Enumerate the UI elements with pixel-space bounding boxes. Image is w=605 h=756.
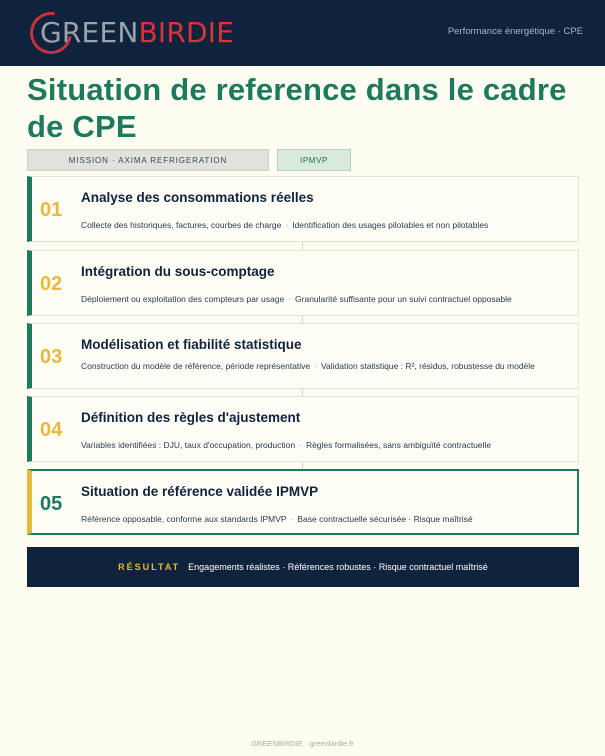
logo-green-text: GREEN bbox=[40, 16, 139, 49]
header-bar bbox=[0, 0, 605, 66]
step-card-03 bbox=[27, 323, 579, 389]
step-number: 03 bbox=[40, 346, 63, 368]
result-banner bbox=[27, 547, 579, 587]
step-card-01 bbox=[27, 176, 579, 242]
mission-badge: MISSION · AXIMA REFRIGERATION bbox=[27, 149, 269, 171]
separator-dot: · bbox=[314, 361, 318, 371]
step-title: Analyse des consommations réelles bbox=[81, 190, 314, 205]
step-detail-item: Déploiement ou exploitation des compteurs par usage bbox=[81, 294, 285, 304]
step-number: 01 bbox=[40, 199, 63, 221]
step-number: 04 bbox=[40, 419, 63, 441]
step-details bbox=[81, 440, 575, 451]
step-detail-item: Granularité suffisante pour un suivi contractuel opposable bbox=[295, 294, 512, 304]
step-detail-item: Construction du modèle de référence, période représentative bbox=[81, 361, 311, 371]
step-title: Intégration du sous-comptage bbox=[81, 264, 275, 279]
step-detail-item: Collecte des historiques, factures, courbes de charge bbox=[81, 220, 282, 230]
step-card-02 bbox=[27, 250, 579, 316]
ipmvp-badge: IPMVP bbox=[277, 149, 351, 171]
step-details bbox=[81, 514, 575, 525]
separator-dot: · bbox=[290, 514, 294, 524]
page-title: Situation de reference dans le cadre de CPE bbox=[27, 72, 567, 144]
step-number: 02 bbox=[40, 273, 63, 295]
step-detail-item: Référence opposable, conforme aux standards IPMVP bbox=[81, 514, 287, 524]
step-connector bbox=[302, 242, 303, 250]
step-detail-item: Validation statistique : R², résidus, robustesse du modèle bbox=[321, 361, 535, 371]
greenbirdie-logo[interactable] bbox=[30, 12, 240, 54]
step-details bbox=[81, 294, 575, 305]
logo-wordmark bbox=[40, 16, 234, 49]
step-card-05 bbox=[27, 469, 579, 535]
separator-dot: · bbox=[285, 220, 289, 230]
step-detail-item: Identification des usages pilotables et non pilotables bbox=[292, 220, 489, 230]
step-detail-item: Base contractuelle sécurisée · Risque maîtrisé bbox=[297, 514, 473, 524]
footer-text: GREENBIRDIE · greenbirdie.fr bbox=[251, 739, 354, 748]
result-label: RÉSULTAT bbox=[118, 562, 181, 572]
step-number: 05 bbox=[40, 493, 63, 515]
step-detail-item: Règles formalisées, sans ambiguïté contractuelle bbox=[305, 440, 492, 450]
step-details bbox=[81, 220, 575, 231]
step-title: Définition des règles d'ajustement bbox=[81, 410, 301, 425]
step-details bbox=[81, 361, 575, 372]
separator-dot: · bbox=[299, 440, 302, 450]
result-text: Engagements réalistes · Références robustes · Risque contractuel maîtrisé bbox=[188, 562, 488, 572]
step-title: Situation de référence validée IPMVP bbox=[81, 484, 319, 499]
separator-dot: · bbox=[288, 294, 292, 304]
logo-birdie-text: BIRDIE bbox=[138, 16, 235, 49]
header-tagline: Performance énergétique · CPE bbox=[447, 26, 583, 37]
step-detail-item: Variables identifiées : DJU, taux d'occupation, production bbox=[81, 440, 296, 450]
step-card-04 bbox=[27, 396, 579, 462]
step-title: Modélisation et fiabilité statistique bbox=[81, 337, 302, 352]
